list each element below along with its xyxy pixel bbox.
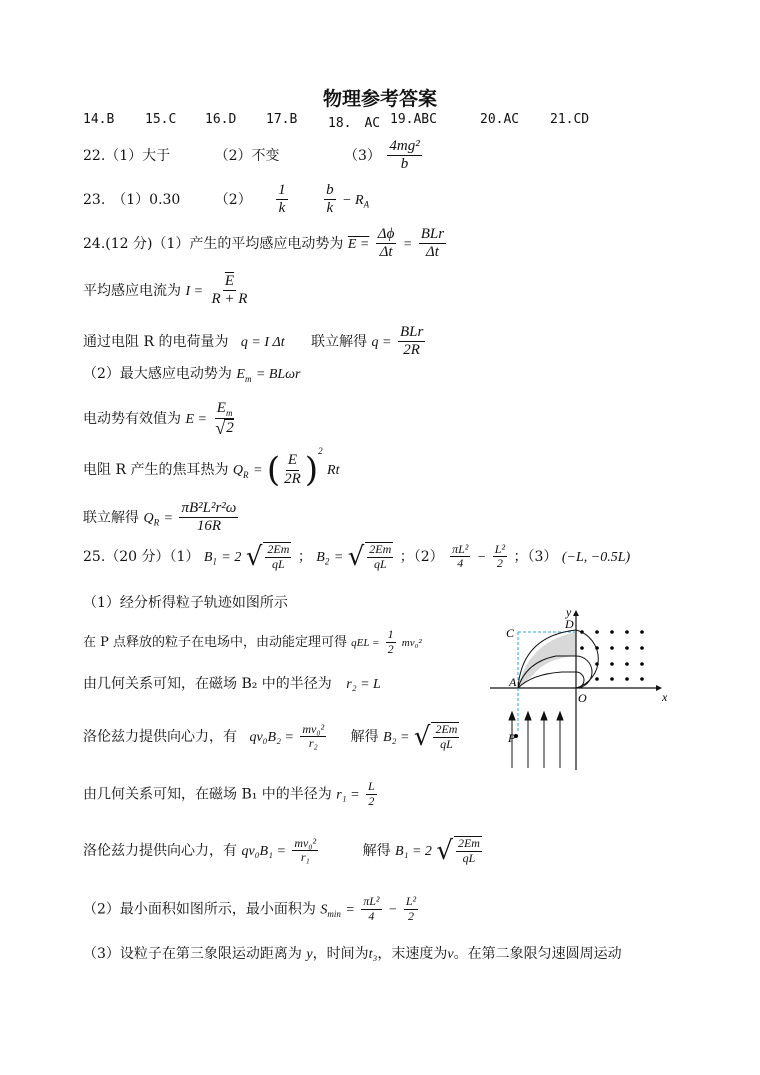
q25-sqrt-b2: √ $\frac{2Em}{qL}$ <box>347 541 392 572</box>
q24-max-emf: （2）最大感应电动势为 $E_m = BL\omega r$ <box>83 366 301 384</box>
label-a: A <box>509 675 517 689</box>
page-title: 物理参考答案 <box>322 88 437 110</box>
q22-line <box>83 138 424 174</box>
field-arrows <box>509 712 563 768</box>
answer-17: 17.B <box>266 112 298 127</box>
q25-geo2: 由几何关系可知，在磁场 B₂ 中的半径为 r₂ = L <box>83 676 381 692</box>
label-d: D <box>565 617 574 631</box>
q23-part2: （2） <box>214 191 252 208</box>
label-p: P <box>508 731 516 745</box>
answer-14: 14.B <box>83 112 115 127</box>
label-c: C <box>506 626 515 640</box>
q24-head: 24.(12 分)（1）产生的平均感应电动势为 E = $\frac{\Delta\phi}{\Delta t}$ = $\frac{\text{BLr}}{\Delta t}$ <box>83 226 445 261</box>
q23-frac2: $\frac{b}{k}$ <box>326 182 334 217</box>
q25-area-frac2: $\frac{\text{L²}}{2}$ <box>494 541 506 571</box>
answer-18: 18. AC <box>328 116 381 131</box>
q22-part2: （2）不变 <box>214 147 280 164</box>
q25-lorentz1: 洛伦兹力提供向心力，有 qv₀B₁ = $\frac{\text{mv₀²}}{\text{r₁}}$ 解得 B₁ = 2 √ $\frac{2Em}{qL}$ <box>83 835 480 866</box>
q24-emf-frac2: $\frac{\text{BLr}}{\Delta t}$ <box>420 226 445 261</box>
q23-tail: − R <box>342 192 364 208</box>
q24-current: 平均感应电流为 I = $\frac{\overline{E}}{R + R}$ <box>83 273 248 308</box>
q24-emf-lhs: E = <box>347 236 370 252</box>
q24-charge-frac: $\frac{\text{BLr}}{2R}$ <box>399 324 424 359</box>
answer-19: 19.ABC <box>390 112 437 127</box>
q25-coordinate: (−L, −0.5L) <box>561 549 631 565</box>
q24-effective-frac: $E_m$ √ 2 <box>215 400 234 439</box>
q24-joule-frac: $\frac{E}{2R}$ <box>284 452 301 487</box>
q25-geo1: 由几何关系可知，在磁场 B₁ 中的半径为 r₁ = $\frac{L}{2}$ <box>83 779 375 808</box>
answer-16: 16.D <box>205 112 237 127</box>
arc-b2 <box>576 630 598 688</box>
q23-line: 23. （1）0.30 （2） $\frac{1}{k}$ $\frac{b}{k}$ − $R_A$ <box>83 182 370 217</box>
label-x: x <box>662 690 668 704</box>
q24-effective: 电动势有效值为 E = $E_m$ √ 2 <box>83 400 234 439</box>
q22-part3: （3） <box>344 147 381 164</box>
answer-15: 15.C <box>145 112 177 127</box>
q24-charge: 通过电阻 R 的电荷量为 q = I Δt 联立解得 q = $\frac{\text{BLr}}{2R}$ <box>83 324 424 359</box>
q24-current-frac: $\frac{\overline{E}}{R + R}$ <box>211 273 248 308</box>
label-o: O <box>578 691 587 705</box>
q24-final: 联立解得 $Q_R$ = $\frac{\text{πB²L²r²ω}}{16R}$ <box>83 500 237 535</box>
q25-lorentz2: 洛伦兹力提供向心力，有 qv₀B₂ = $\frac{\text{mv₀²}}{\text{r₂}}$ 解得 B₂ = √ $\frac{2Em}{qL}$ <box>83 721 458 752</box>
q22-fraction: $\frac{\text{4mg²}}{b}$ <box>389 138 420 173</box>
q25-energy: 在 P 点释放的粒子在电场中，由动能定理可得 qEL = $\frac{1}{2}$ mv₀² <box>83 627 422 656</box>
q25-head: 25.（20 分）（1） $B_1 = 2$ √ $\frac{2Em}{qL}$ ； $B_2$ = √ $\frac{2Em}{qL}$ ；（2） $\frac{\text{πL²}}{4}$ − $\frac{\text{L²}}{2}$ ；（3） (−L, −0.5L) <box>83 541 631 572</box>
shaded-region <box>518 632 576 688</box>
q25-area-frac1: $\frac{\text{πL²}}{4}$ <box>452 541 469 571</box>
answer-21: 21.CD <box>550 112 590 127</box>
q24-final-frac: $\frac{\text{πB²L²r²ω}}{16R}$ <box>181 500 237 535</box>
q25-part3: （3）设粒子在第三象限运动距离为 y，时间为t₃，末速度为v。在第二象限匀速圆周运动 <box>83 946 622 962</box>
q23-label: 23. （1）0.30 <box>83 191 181 208</box>
q24-joule: 电阻 R 产生的焦耳热为 $Q_R$ = ( $\frac{E}{2R}$ )$^2$ Rt <box>83 446 340 490</box>
q22-label: 22.（1）大于 <box>83 147 171 164</box>
q25-analysis: （1）经分析得粒子轨迹如图所示 <box>83 595 288 611</box>
q25-min-area: （2）最小面积如图所示，最小面积为 $S_{min}$ = $\frac{\text{πL²}}{4}$ − $\frac{\text{L²}}{2}$ <box>83 894 417 923</box>
trajectory-figure <box>486 602 670 772</box>
q24-emf-frac1: $\frac{\Delta\phi}{\Delta t}$ <box>377 226 395 261</box>
label-y: y <box>566 605 572 619</box>
q23-frac1: $\frac{1}{k}$ <box>278 182 286 217</box>
answer-20: 20.AC <box>480 112 520 127</box>
q25-sqrt-b1: √ $\frac{2Em}{qL}$ <box>245 541 290 572</box>
